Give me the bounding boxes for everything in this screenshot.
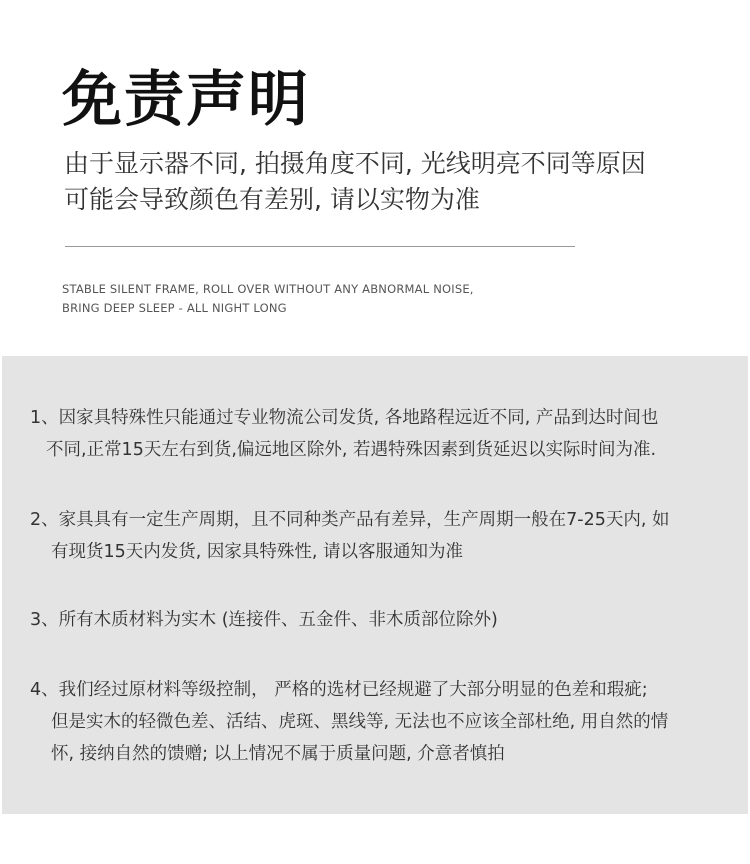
notice-text: 3、所有木质材料为实木 (连接件、五金件、非木质部位除外) (30, 610, 498, 630)
notice-text: 1、因家具特殊性只能通过专业物流公司发货, 各地路程远近不同, 产品到达时间也 (30, 408, 659, 428)
notice-item-material (30, 604, 730, 636)
notice-text: 怀, 接纳自然的馈赠; 以上情况不属于质量问题, 介意者慎拍 (51, 744, 505, 764)
disclaimer-summary (64, 146, 724, 218)
summary-line-1: 由于显示器不同, 拍摄角度不同, 光线明亮不同等原因 (64, 149, 646, 178)
summary-line-2: 可能会导致颜色有差别, 请以实物为准 (64, 185, 480, 214)
page-title: 免责声明 (62, 65, 310, 135)
tagline-line-1: STABLE SILENT FRAME, ROLL OVER WITHOUT ANY ABNORMAL NOISE, (62, 282, 474, 296)
notice-item-shipping (30, 402, 730, 466)
english-tagline (62, 280, 474, 318)
tagline-line-2: BRING DEEP SLEEP - ALL NIGHT LONG (62, 301, 287, 315)
notice-text: 有现货15天内发货, 因家具特殊性, 请以客服通知为准 (51, 542, 464, 562)
divider-line (65, 246, 575, 247)
notice-item-production (30, 504, 730, 568)
notice-text: 不同,正常15天左右到货,偏远地区除外, 若遇特殊因素到货延迟以实际时间为准. (46, 440, 657, 460)
notice-text: 4、我们经过原材料等级控制， 严格的选材已经规避了大部分明显的色差和瑕疵; (30, 680, 648, 700)
notice-item-wood-variation (30, 674, 730, 770)
notice-text: 2、家具具有一定生产周期，且不同种类产品有差异，生产周期一般在7-25天内, 如 (30, 510, 670, 530)
notice-text: 但是实木的轻微色差、活结、虎斑、黑线等, 无法也不应该全部杜绝, 用自然的情 (51, 712, 669, 732)
